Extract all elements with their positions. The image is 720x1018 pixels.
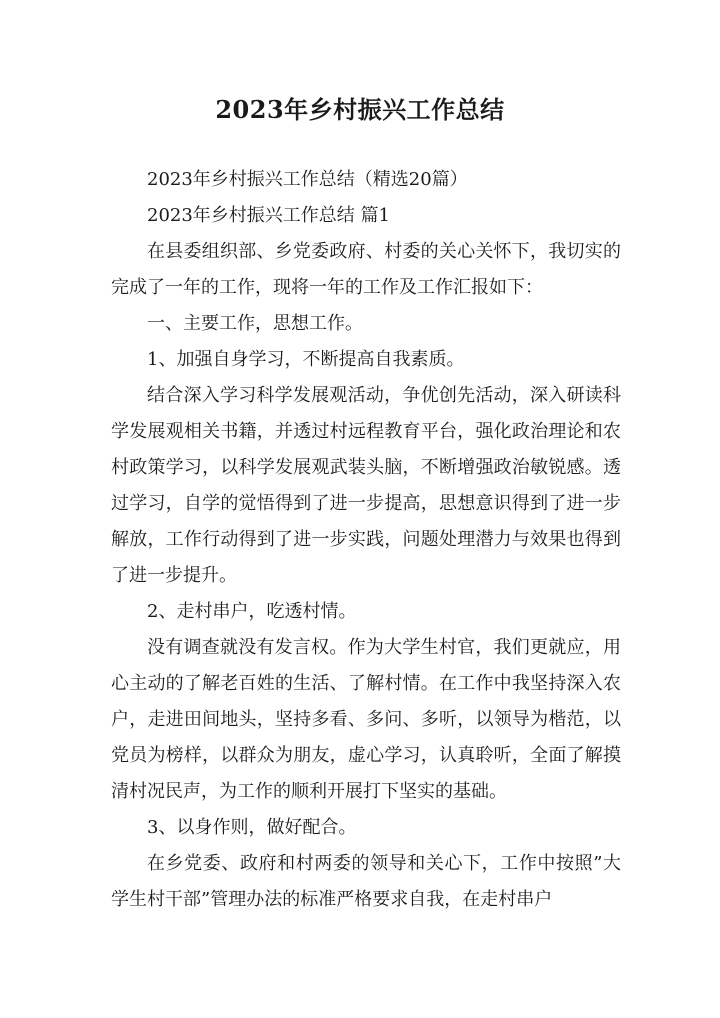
heading-item-1: 1、加强自身学习，不断提高自我素质。 [147, 349, 465, 370]
document-title: 2023年乡村振兴工作总结 [215, 95, 505, 124]
heading-main-work: 一、主要工作，思想工作。 [147, 313, 363, 334]
paragraph-intro: 在县委组织部、乡党委政府、村委的关心关怀下，我切实的完成了一年的工作，现将一年的工作及工作汇报如下： [111, 241, 621, 298]
paragraph-section-heading: 2023年乡村振兴工作总结 篇1 [147, 205, 390, 226]
paragraph-item-1: 结合深入学习科学发展观活动，争优创先活动，深入研读科学发展观相关书籍，并透过村远程教育平台，强化政治理论和农村政策学习，以科学发展观武装头脑，不断增强政治敏锐感。透过学习，自学的觉悟得到了进一步提高，思想意识得到了进一步解放，工作行动得到了进一步实践，问题处理潜力与效果也得到了进一步提升。 [111, 385, 621, 586]
heading-item-2: 2、走村串户，吃透村情。 [147, 601, 357, 622]
paragraph-item-2: 没有调查就没有发言权。作为大学生村官，我们更就应，用心主动的了解老百姓的生活、了解村情。在工作中我坚持深入农户，走进田间地头，坚持多看、多问、多听，以领导为楷范，以党员为榜样，以群众为朋友，虚心学习，认真聆听，全面了解摸清村况民声，为工作的顺利开展打下坚实的基础。 [111, 637, 621, 802]
paragraph-subtitle: 2023年乡村振兴工作总结（精选20篇） [147, 169, 468, 190]
paragraph-item-3: 在乡党委、政府和村两委的领导和关心下，工作中按照”大学生村干部”管理办法的标准严格要求自我，在走村串户 [111, 853, 621, 910]
heading-item-3: 3、以身作则，做好配合。 [147, 817, 357, 838]
document-body [111, 162, 621, 918]
